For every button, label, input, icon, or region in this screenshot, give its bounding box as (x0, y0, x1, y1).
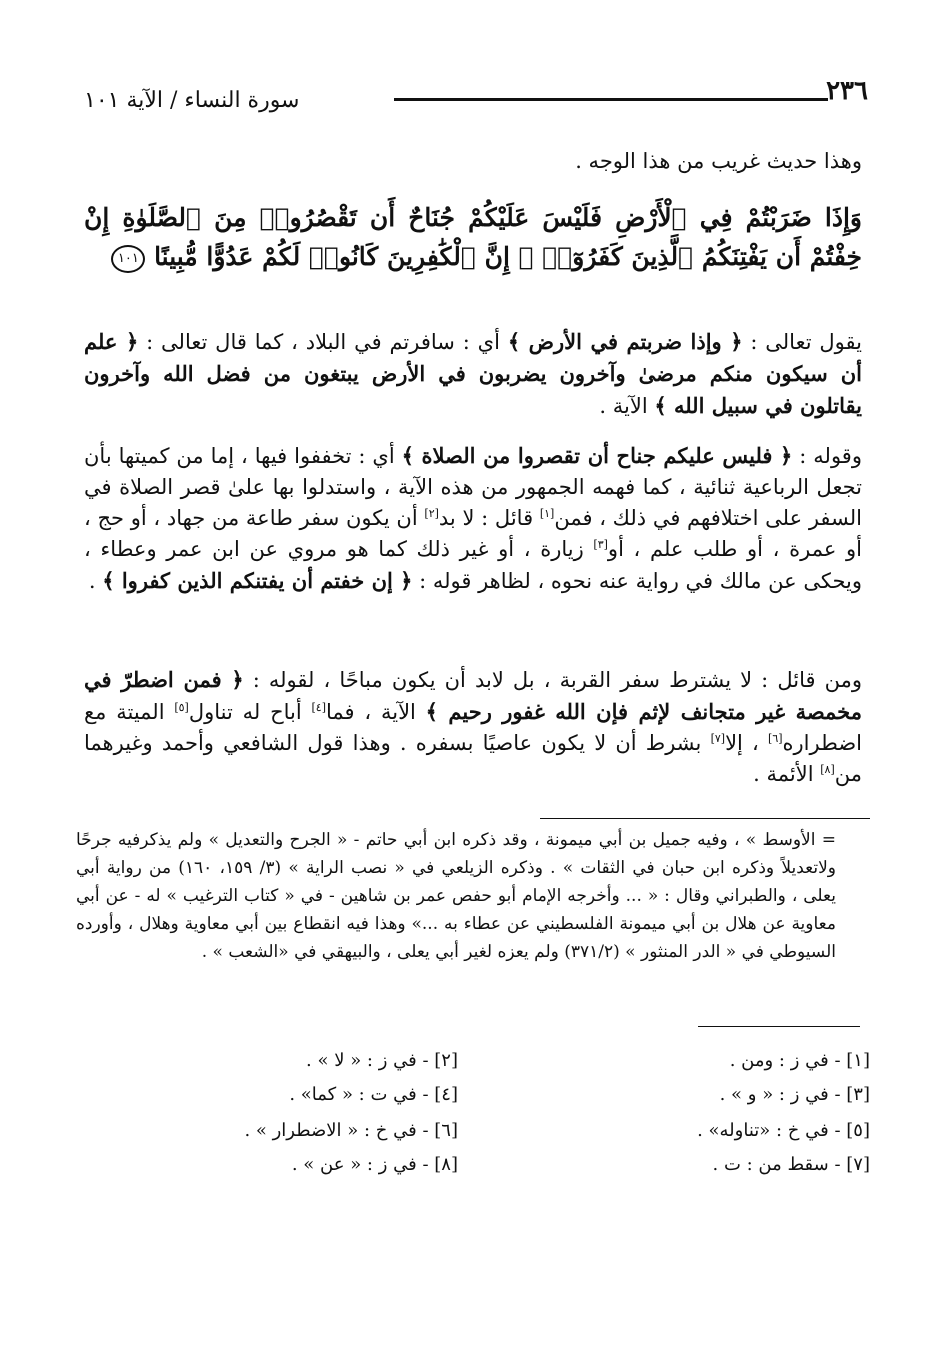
p3-text-f: بشرط أن لا يكون عاصيًا بسفره . وهذا قول الشافعي وأحمد وغيرهما من (84, 731, 862, 786)
quran-verse (84, 198, 862, 276)
p3-text-a: ومن قائل : لا يشترط سفر القربة ، بل لابد أن يكون مباحًا ، لقوله : (243, 668, 862, 692)
variant-note-5: [٥] - في خ : «تناوله» . (697, 1120, 870, 1141)
page-header (84, 76, 878, 116)
p3-text-d: الميتة مع اضطراره (84, 700, 862, 755)
variant-note-3: [٣] - في ز : « و » . (719, 1084, 870, 1105)
footnote-separator (540, 818, 870, 819)
footnote-ref-4: [٤] (311, 701, 327, 714)
page-number: ٢٣٦ (826, 76, 868, 106)
p2-text-f: . (88, 569, 103, 593)
paragraph-2 (84, 440, 862, 597)
variant-note-2: [٢] - في ز : « لا » . (306, 1050, 458, 1071)
paragraph-1 (84, 326, 862, 422)
verse-number-marker: ١٠١ (111, 245, 145, 273)
variant-note-1: [١] - في ز : ومن . (729, 1050, 870, 1071)
p1-quote-1: ﴿ وإذا ضربتم في الأرض ﴾ (507, 329, 743, 354)
p1-quote-2: ﴿ علم أن سيكون منكم مرضىٰ وآخرون يضربون في الأرض يبتغون من فضل الله وآخرون يقاتلون في سبيل الله ﴾ (84, 329, 862, 418)
variant-note-6: [٦] - في خ : « الاضطرار » . (244, 1120, 458, 1141)
footnote-ref-5: [٥] (174, 701, 189, 714)
p2-quote-2: ﴿ إن خفتم أن يفتنكم الذين كفروا ﴾ (102, 568, 413, 593)
footnote-ref-7: [٧] (710, 732, 726, 745)
p3-quote-1: ﴿ فمن اضطرّ في مخمصة غير متجانف لإثم فإن الله غفور رحيم ﴾ (84, 667, 862, 724)
p2-text-a: وقوله : (792, 444, 862, 468)
p1-text-c: الآية . (599, 394, 655, 418)
p2-text-b: أي : تخففوا فيها ، إما من كميتها بأن تجعل الرباعية ثنائية ، كما فهمه الجمهور من هذه الآية ، واستدلوا بها علىٰ قصر الصلاة في السفر على اختلافهم في ذلك ، فمن (84, 444, 862, 530)
running-title: سورة النساء / الآية ١٠١ (84, 88, 300, 113)
footnote-continuation: = الأوسط » ، وفيه جميل بن أبي ميمونة ، وقد ذكره ابن أبي حاتم - « الجرح والتعديل » ولم يذكرفيه جرحًا ولاتعديلاً وذكره ابن حبان في الثقات » . وذكره الزيلعي في « نصب الراية » (٣/ ١٥٩، ١٦٠) من رواية أبي يعلى ، والطبراني وقال : « ... وأخرجه الإمام أبو حفص عمر بن شاهين - في « كتاب الترغيب » له - عن أبي معاوية عن هلال بن أبي ميمونة الفلسطيني عن عطاء به ...» وهذا فيه انقطاع بين أبي معاوية وهلال ، وأورده السيوطي في « الدر المنثور » (٣٧١/٢) ولم يعزه لغير أبي يعلى ، والبيهقي في «الشعب » . (76, 830, 836, 962)
p2-quote-1: ﴿ فليس عليكم جناح أن تقصروا من الصلاة ﴾ (401, 443, 793, 468)
p1-text-a: يقول تعالى : (742, 330, 862, 354)
p2-text-e: زيارة ، أو غير ذلك كما هو مروي عن ابن عمر وعطاء ، ويحكى عن مالك في رواية عنه نحوه ، لظاهر قوله : (84, 537, 862, 593)
header-rule (394, 98, 828, 101)
p2-text-c: قائل : لا بد (438, 506, 540, 530)
p3-text-c: أباح له تناول (188, 700, 312, 724)
footnote-ref-6: [٦] (768, 732, 783, 745)
intro-line: وهذا حديث غريب من هذا الوجه . (575, 149, 862, 173)
variant-note-7: [٧] - سقط من : ت . (712, 1154, 870, 1175)
footnote-ref-8: [٨] (820, 763, 835, 776)
variant-note-4: [٤] - في ت : « كما» . (289, 1084, 458, 1105)
variant-notes-separator (698, 1026, 860, 1027)
footnote-ref-3: [٣] (593, 538, 608, 551)
paragraph-3 (84, 664, 862, 790)
p3-text-b: الآية ، فما (326, 700, 426, 724)
verse-text: وَإِذَا ضَرَبْتُمْ فِي ٱلْأَرْضِ فَلَيْسَ عَلَيْكُمْ جُنَاحٌ أَن تَقْصُرُوا۟ مِنَ ٱلصَّلَوٰةِ إِنْ خِفْتُمْ أَن يَفْتِنَكُمُ ٱلَّذِينَ كَفَرُوٓا۟ ۚ إِنَّ ٱلْكَٰفِرِينَ كَانُوا۟ لَكُمْ عَدُوًّا مُّبِينًا (84, 203, 862, 271)
footnote-ref-2: [٢] (424, 507, 439, 520)
p1-text-b: أي : سافرتم في البلاد ، كما قال تعالى : (138, 330, 508, 354)
p3-text-g: الأئمة . (753, 762, 821, 786)
p2-text-d: أن يكون سفر طاعة من جهاد ، أو حج ، أو عمرة ، أو طلب علم ، أو (84, 506, 862, 561)
variant-note-8: [٨] - في ز : « عن » . (291, 1154, 458, 1175)
footnote-ref-1: [١] (539, 507, 555, 520)
p3-text-e: ، إلا (725, 731, 769, 755)
